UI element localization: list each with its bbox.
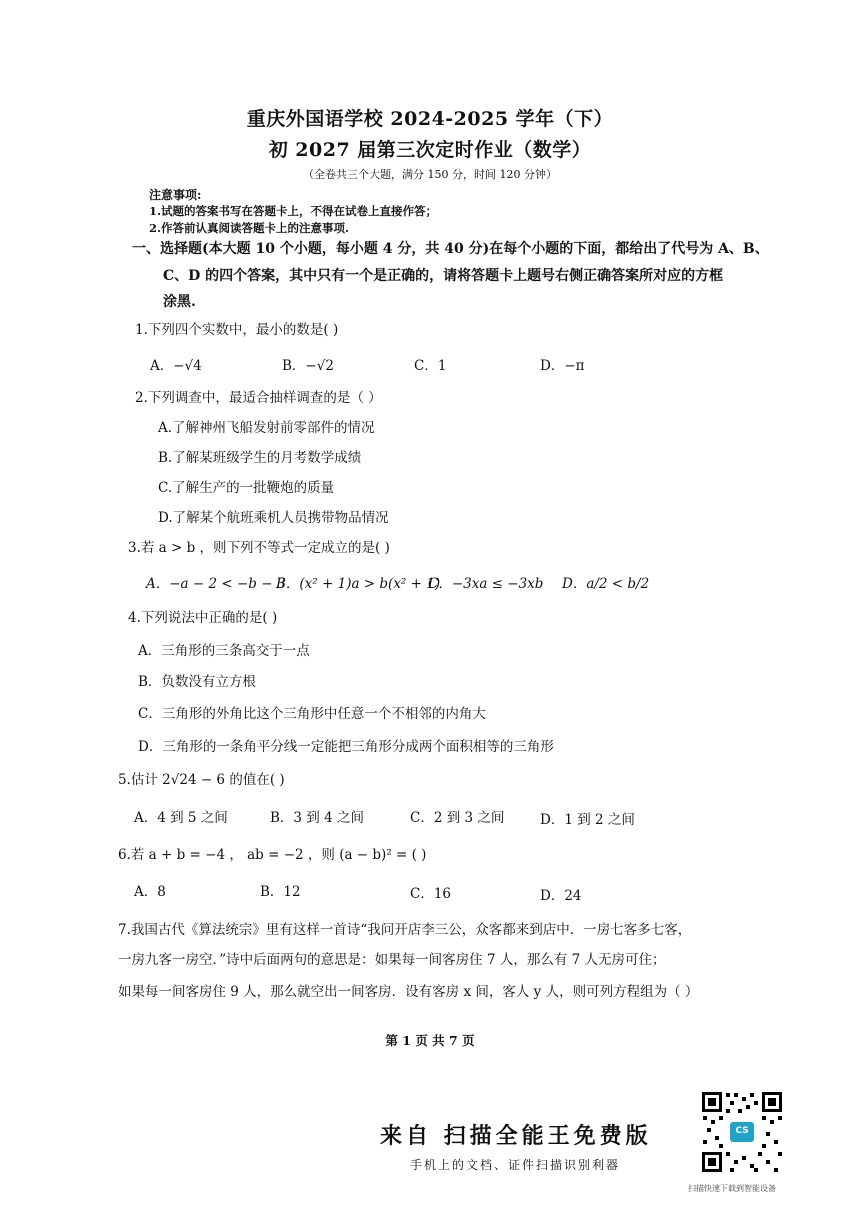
question-3-option-d: D．a/2 < b/2 [562,576,650,592]
question-6-option-c: C．16 [410,886,452,902]
question-4-option-d: D．三角形的一条角平分线一定能把三角形分成两个面积相等的三角形 [138,739,554,755]
notice-item-2: 2.作答前认真阅读答题卡上的注意事项. [149,221,350,235]
question-5-option-c: C．2 到 3 之间 [410,810,505,826]
question-5-option-a: A．4 到 5 之间 [134,810,228,826]
question-5-stem: 5.估计 2√24 − 6 的值在( ) [118,772,285,788]
question-5-option-d: D．1 到 2 之间 [540,812,635,828]
page-number: 第 1 页 共 7 页 [385,1033,475,1048]
question-7-stem-line-1: 7.我国古代《算法统宗》里有这样一首诗“我问开店李三公，众客都来到店中．一房七客多七客， [118,922,692,938]
scanner-brand-text: 来自 扫描全能王免费版 [380,1123,652,1149]
question-7-stem-line-2: 一房九客一房空．”诗中后面两句的意思是：如果每一间客房住 7 人，那么有 7 人无房可住； [118,952,666,968]
question-3-option-b: B．(x² + 1)a > b(x² + 1) [276,576,441,592]
question-4-option-c: C．三角形的外角比这个三角形中任意一个不相邻的内角大 [138,706,486,722]
qr-code-icon[interactable] [700,1090,784,1174]
question-7-stem-line-3: 如果每一间客房住 9 人，那么就空出一间客房．设有客房 x 间，客人 y 人，则可列方程组为（ ） [118,984,699,1000]
question-4-option-a: A．三角形的三条高交于一点 [138,643,310,659]
question-2-option-d: D.了解某个航班乘机人员携带物品情况 [158,510,389,526]
qr-caption: 扫描快速下载到智能设备 [688,1184,776,1193]
notice-item-1: 1.试题的答案书写在答题卡上，不得在试卷上直接作答； [149,204,438,218]
question-2-stem: 2.下列调查中，最适合抽样调查的是（ ） [135,390,382,406]
question-6-option-b: B．12 [260,884,301,900]
exam-subtitle: （全卷共三个大题，满分 150 分，时间 120 分钟） [303,168,557,181]
question-2-option-c: C.了解生产的一批鞭炮的质量 [158,480,335,496]
question-6-stem: 6.若 a + b = −4 ， ab = −2 ，则 (a − b)² = ( ) [118,847,427,863]
question-6-option-d: D．24 [540,888,582,904]
question-2-option-b: B.了解某班级学生的月考数学成绩 [158,450,362,466]
exam-title-test: 初 2027 届第三次定时作业（数学） [268,139,592,161]
question-3-option-a: A．−a − 2 < −b − 3 [146,576,286,592]
section-heading-line-1: 一、选择题(本大题 10 个小题，每小题 4 分，共 40 分)在每个小题的下面，都给出了代号为 A、B、 [132,241,769,257]
question-1-stem: 1.下列四个实数中，最小的数是( ) [135,322,339,338]
question-1-option-a: A．−√4 [150,358,202,374]
section-heading-line-2: C、D 的四个答案，其中只有一个是正确的，请将答题卡上题号右侧正确答案所对应的方框 [163,268,724,284]
qr-badge-label: CS [735,1126,749,1136]
section-heading-line-3: 涂黑. [163,294,196,310]
question-3-stem: 3.若 a > b ，则下列不等式一定成立的是( ) [128,540,390,556]
question-1-option-c: C．1 [414,358,447,374]
question-5-option-b: B．3 到 4 之间 [270,810,364,826]
question-1-option-d: D．−π [540,358,585,374]
exam-title-school: 重庆外国语学校 2024-2025 学年（下） [246,108,614,130]
question-1-option-b: B．−√2 [282,358,334,374]
notice-heading: 注意事项: [149,188,202,202]
question-3-option-c: C．−3xa ≤ −3xb [428,576,544,592]
question-4-option-b: B．负数没有立方根 [138,674,256,690]
question-6-option-a: A．8 [134,884,166,900]
question-2-option-a: A.了解神州飞船发射前零部件的情况 [158,420,375,436]
scanner-brand-subtitle: 手机上的文档、证件扫描识别利器 [410,1158,621,1172]
question-4-stem: 4.下列说法中正确的是( ) [128,610,278,626]
